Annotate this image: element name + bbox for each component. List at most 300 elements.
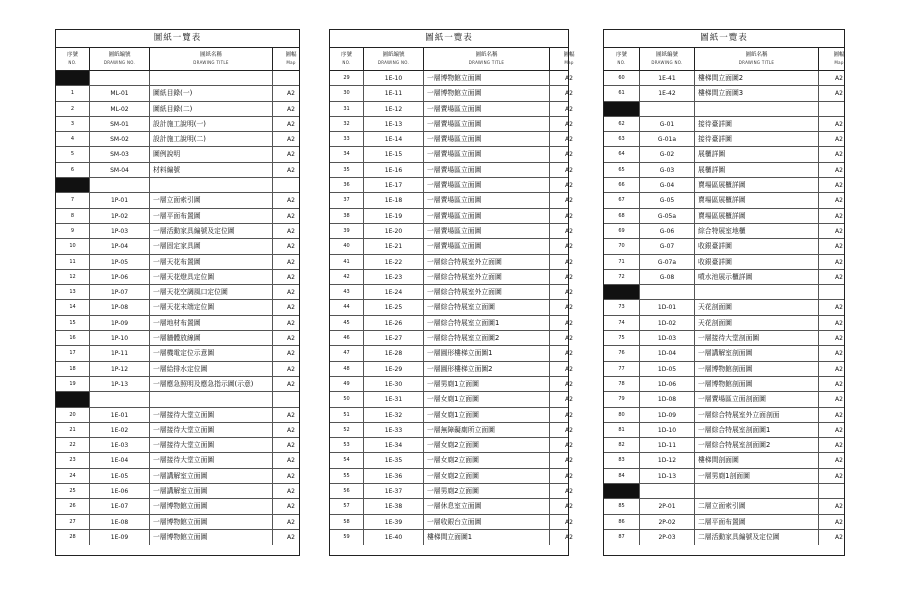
drawing-title: 一層綜合特展室立面圖1 [424, 316, 550, 330]
table-row [56, 102, 299, 117]
header-size: 圖幅 Map [285, 52, 297, 65]
drawing-number: 1E-07 [90, 499, 150, 513]
row-number: 71 [604, 255, 640, 269]
table-body [56, 71, 299, 545]
drawing-list-sheet-3 [603, 29, 845, 556]
row-number: 9 [56, 224, 90, 238]
row-number: 18 [56, 362, 90, 376]
drawing-title: 一層博物館剖面圖 [695, 377, 819, 391]
table-row [330, 193, 573, 208]
row-number: 84 [604, 469, 640, 483]
row-number: 42 [330, 270, 364, 284]
row-number: 10 [56, 239, 90, 253]
table-row [330, 331, 573, 346]
row-number: 23 [56, 453, 90, 467]
drawing-title: 二層平面布置圖 [695, 515, 819, 529]
drawing-number: 1E-17 [364, 178, 424, 192]
row-number: 47 [330, 346, 364, 360]
section-divider-row [604, 285, 844, 300]
drawing-title: 一層賣場區立面剖面圖 [695, 392, 819, 406]
drawing-number: SM-03 [90, 147, 150, 161]
table-row [604, 117, 844, 132]
drawing-title: 接待臺詳圖 [695, 117, 819, 131]
table-row [604, 499, 844, 514]
drawing-number: 1D-02 [640, 316, 695, 330]
row-number: 64 [604, 147, 640, 161]
drawing-number: 1E-11 [364, 86, 424, 100]
table-row [604, 377, 844, 392]
drawing-title: 一層接待大堂立面圖 [150, 423, 273, 437]
table-row [330, 102, 573, 117]
sheet-size: A2 [287, 289, 295, 297]
drawing-title: 一層綜合特展室剖面圖2 [695, 438, 819, 452]
drawing-title: 賣場區展櫃詳圖 [695, 193, 819, 207]
table-row [56, 515, 299, 530]
sheet-size: A2 [565, 472, 573, 480]
table-row [604, 300, 844, 315]
row-number: 59 [330, 530, 364, 545]
drawing-title: 天花剖面圖 [695, 316, 819, 330]
sheet-size: A2 [835, 166, 843, 174]
row-number: 20 [56, 408, 90, 422]
drawing-number: ML-02 [90, 102, 150, 116]
drawing-title: 圖紙目錄(一) [150, 86, 273, 100]
sheet-size: A2 [835, 258, 843, 266]
row-number: 36 [330, 178, 364, 192]
drawing-title: 一層應急照明及應急指示圖(示意) [150, 377, 273, 391]
drawing-title: 一層女廁2立面圖 [424, 469, 550, 483]
sheet-size: A2 [287, 166, 295, 174]
sheet-size: A2 [835, 472, 843, 480]
drawing-title [695, 285, 819, 299]
sheet-size: A2 [287, 533, 295, 541]
table-row [330, 117, 573, 132]
drawing-title: 一層接待大堂剖面圖 [695, 331, 819, 345]
table-row [604, 209, 844, 224]
drawing-number: 1E-20 [364, 224, 424, 238]
row-number: 54 [330, 453, 364, 467]
sheet-size: A2 [287, 273, 295, 281]
sheet-size: A2 [287, 151, 295, 159]
table-row [604, 163, 844, 178]
drawing-number: G-08 [640, 270, 695, 284]
table-row [604, 362, 844, 377]
table-row [330, 163, 573, 178]
row-number: 26 [56, 499, 90, 513]
sheet-size: A2 [287, 335, 295, 343]
drawing-number: 1E-14 [364, 132, 424, 146]
row-number: 33 [330, 132, 364, 146]
table-row [56, 423, 299, 438]
sheet-size: A2 [835, 136, 843, 144]
drawing-title: 一層博物館立面圖 [424, 71, 550, 85]
drawing-title: 一層賣場區立面圖 [424, 117, 550, 131]
drawing-number: G-02 [640, 147, 695, 161]
drawing-number: 1E-26 [364, 316, 424, 330]
row-number: 45 [330, 316, 364, 330]
sheet-size: A2 [565, 533, 573, 541]
row-number: 55 [330, 469, 364, 483]
drawing-title: 一層賣場區立面圖 [424, 193, 550, 207]
sheet-size: A2 [835, 380, 843, 388]
table-row [330, 300, 573, 315]
row-number: 82 [604, 438, 640, 452]
row-number: 3 [56, 117, 90, 131]
table-row [604, 178, 844, 193]
row-number: 14 [56, 300, 90, 314]
drawing-title: 一層賣場區立面圖 [424, 132, 550, 146]
row-number: 24 [56, 469, 90, 483]
sheet-size: A2 [565, 304, 573, 312]
sheet-size: A2 [565, 289, 573, 297]
drawing-title [150, 392, 273, 406]
drawing-number: 1P-13 [90, 377, 150, 391]
drawing-title: 一層博物館立面圖 [150, 499, 273, 513]
drawing-number: 1E-29 [364, 362, 424, 376]
row-number: 73 [604, 300, 640, 314]
sheet-size: A2 [835, 365, 843, 373]
sheet-size: A2 [835, 442, 843, 450]
table-row [56, 86, 299, 101]
table-row [56, 239, 299, 254]
drawing-title: 樓梯間立面圖3 [695, 86, 819, 100]
drawing-number: 1E-23 [364, 270, 424, 284]
sheet-size: A2 [565, 396, 573, 404]
drawing-title: 展櫃詳圖 [695, 147, 819, 161]
drawing-number: 1E-28 [364, 346, 424, 360]
drawing-number: 1E-10 [364, 71, 424, 85]
table-row [56, 255, 299, 270]
drawing-number: 1E-19 [364, 209, 424, 223]
drawing-title: 一層賣場區立面圖 [424, 102, 550, 116]
sheet-size: A2 [287, 105, 295, 113]
sheet-size: A2 [287, 411, 295, 419]
drawing-title: 一層天花布置圖 [150, 255, 273, 269]
row-number: 77 [604, 362, 640, 376]
header-no: 序號 NO. [604, 48, 640, 70]
table-row [330, 147, 573, 162]
header-size: 圖幅 Map [833, 52, 845, 65]
drawing-title: 天花剖面圖 [695, 300, 819, 314]
table-row [56, 132, 299, 147]
sheet-size: A2 [287, 212, 295, 220]
drawing-number: G-01a [640, 132, 695, 146]
header-name: 圖紙名稱 DRAWING TITLE [150, 48, 273, 70]
sheet-size: A2 [565, 503, 573, 511]
drawing-number: 1E-34 [364, 438, 424, 452]
section-divider-row [604, 484, 844, 499]
drawing-title: 一層男廁1立面圖 [424, 377, 550, 391]
sheet-size: A2 [835, 518, 843, 526]
row-number: 60 [604, 71, 640, 85]
drawing-title: 一層女廁1立面圖 [424, 392, 550, 406]
sheet-size: A2 [287, 197, 295, 205]
row-number: 62 [604, 117, 640, 131]
drawing-number: G-03 [640, 163, 695, 177]
table-row [56, 209, 299, 224]
drawing-number: 1E-16 [364, 163, 424, 177]
sheet-size: A2 [565, 75, 573, 82]
row-number: 32 [330, 117, 364, 131]
drawing-number: 1E-22 [364, 255, 424, 269]
drawing-title: 一層綜合特展室剖面圖1 [695, 423, 819, 437]
drawing-title: 一層綜合特展室外立面圖 [424, 285, 550, 299]
table-row [604, 423, 844, 438]
drawing-title: 一層女廁1立面圖 [424, 408, 550, 422]
table-row [604, 469, 844, 484]
sheet-size: A2 [287, 350, 295, 358]
drawing-list-sheet-1 [55, 29, 300, 556]
sheet-size: A2 [287, 426, 295, 434]
sheet-size: A2 [835, 197, 843, 205]
drawing-number: 1P-11 [90, 346, 150, 360]
drawing-number: 1E-25 [364, 300, 424, 314]
drawing-title: 樓梯間立面圖1 [424, 530, 550, 545]
row-number: 48 [330, 362, 364, 376]
drawing-title: 設計施工說明(二) [150, 132, 273, 146]
row-number: 13 [56, 285, 90, 299]
sheet-size: A2 [565, 319, 573, 327]
drawing-number: 1E-30 [364, 377, 424, 391]
drawing-number: 1E-09 [90, 530, 150, 545]
sheet-title: 圖紙一覽表 [330, 30, 568, 48]
sheet-size: A2 [565, 457, 573, 465]
table-row [330, 270, 573, 285]
drawing-title: 一層天花燈具定位圖 [150, 270, 273, 284]
row-number [604, 484, 640, 498]
sheet-size: A2 [565, 105, 573, 113]
sheet-size: A2 [565, 335, 573, 343]
drawing-number: 1E-04 [90, 453, 150, 467]
sheet-size: A2 [565, 365, 573, 373]
drawing-number: 1P-04 [90, 239, 150, 253]
sheet-size: A2 [287, 120, 295, 128]
table-row [330, 408, 573, 423]
drawing-title [695, 102, 819, 116]
drawing-number: 1P-07 [90, 285, 150, 299]
row-number: 21 [56, 423, 90, 437]
drawing-title [150, 71, 273, 85]
drawing-title: 樓梯間剖面圖 [695, 453, 819, 467]
table-row [330, 362, 573, 377]
drawing-title [695, 484, 819, 498]
table-row [56, 469, 299, 484]
table-row [330, 255, 573, 270]
row-number: 6 [56, 163, 90, 177]
table-row [56, 499, 299, 514]
table-row [56, 117, 299, 132]
drawing-title: 一層平面布置圖 [150, 209, 273, 223]
row-number: 52 [330, 423, 364, 437]
drawing-title: 一層機電定位示意圖 [150, 346, 273, 360]
drawing-title: 接待臺詳圖 [695, 132, 819, 146]
sheet-size: A2 [287, 380, 295, 388]
table-row [330, 71, 573, 86]
drawing-title: 一層講解室剖面圖 [695, 346, 819, 360]
sheet-size: A2 [835, 426, 843, 434]
row-number [56, 71, 90, 85]
row-number: 63 [604, 132, 640, 146]
section-divider-row [56, 392, 299, 407]
sheet-size: A2 [835, 319, 843, 327]
drawing-number: 1E-18 [364, 193, 424, 207]
table-row [56, 270, 299, 285]
row-number: 16 [56, 331, 90, 345]
row-number: 35 [330, 163, 364, 177]
table-row [56, 147, 299, 162]
sheet-size: A2 [565, 166, 573, 174]
row-number: 68 [604, 209, 640, 223]
row-number: 76 [604, 346, 640, 360]
table-row [330, 423, 573, 438]
header-size: 圖幅 Map [563, 52, 575, 65]
drawing-number: 1E-06 [90, 484, 150, 498]
table-row [330, 285, 573, 300]
table-row [56, 408, 299, 423]
drawing-title: 一層女廁2立面圖 [424, 453, 550, 467]
sheet-size: A2 [565, 258, 573, 266]
row-number: 86 [604, 515, 640, 529]
drawing-number: 1D-06 [640, 377, 695, 391]
sheet-size: A2 [565, 243, 573, 251]
drawing-number: 1E-38 [364, 499, 424, 513]
sheet-size: A2 [565, 151, 573, 159]
sheet-size: A2 [565, 273, 573, 281]
drawing-title: 一層收銀台立面圖 [424, 515, 550, 529]
drawing-list-sheet-2 [329, 29, 575, 556]
table-row [604, 147, 844, 162]
drawing-number: 1D-10 [640, 423, 695, 437]
drawing-number: 1E-05 [90, 469, 150, 483]
sheet-size: A2 [835, 350, 843, 358]
table-row [330, 484, 573, 499]
table-row [604, 392, 844, 407]
row-number: 57 [330, 499, 364, 513]
table-header [330, 48, 575, 71]
drawing-title: 一層接待大堂立面圖 [150, 408, 273, 422]
drawing-number: 1E-36 [364, 469, 424, 483]
sheet-size: A2 [835, 457, 843, 465]
row-number: 2 [56, 102, 90, 116]
table-row [604, 239, 844, 254]
row-number: 53 [330, 438, 364, 452]
sheet-size: A2 [565, 227, 573, 235]
sheet-size: A2 [835, 182, 843, 190]
table-row [56, 316, 299, 331]
drawing-number: G-05 [640, 193, 695, 207]
sheet-size: A2 [565, 136, 573, 144]
table-row [604, 438, 844, 453]
table-row [604, 193, 844, 208]
sheet-size: A2 [835, 90, 843, 98]
drawing-title: 一層給排水定位圖 [150, 362, 273, 376]
drawing-title: 圖例說明 [150, 147, 273, 161]
table-row [56, 224, 299, 239]
table-row [56, 163, 299, 178]
drawing-title: 一層綜合特展室立面圖 [424, 300, 550, 314]
drawing-title: 展櫃詳圖 [695, 163, 819, 177]
row-number: 4 [56, 132, 90, 146]
table-row [604, 515, 844, 530]
row-number: 66 [604, 178, 640, 192]
row-number: 51 [330, 408, 364, 422]
drawing-title: 設計施工說明(一) [150, 117, 273, 131]
drawing-number: 1D-08 [640, 392, 695, 406]
drawing-title: 一層博物館剖面圖 [695, 362, 819, 376]
drawing-number [640, 285, 695, 299]
row-number [604, 102, 640, 116]
drawing-number [90, 71, 150, 85]
row-number: 37 [330, 193, 364, 207]
row-number: 79 [604, 392, 640, 406]
drawing-title: 一層固定家具圖 [150, 239, 273, 253]
table-row [56, 331, 299, 346]
drawing-number: 1E-08 [90, 515, 150, 529]
drawing-number: 1P-12 [90, 362, 150, 376]
sheet-size: A2 [565, 212, 573, 220]
drawing-title: 收銀臺詳圖 [695, 255, 819, 269]
table-row [604, 331, 844, 346]
drawing-title: 一層綜合特展室外立面圖 [424, 255, 550, 269]
row-number: 46 [330, 331, 364, 345]
row-number: 11 [56, 255, 90, 269]
table-row [604, 270, 844, 285]
sheet-size: A2 [287, 319, 295, 327]
drawing-number: 2P-02 [640, 515, 695, 529]
drawing-title: 一層牆體放線圖 [150, 331, 273, 345]
drawing-number: 1P-02 [90, 209, 150, 223]
drawing-title: 一層天花末端定位圖 [150, 300, 273, 314]
table-row [330, 392, 573, 407]
row-number [56, 392, 90, 406]
drawing-title: 一層賣場區立面圖 [424, 163, 550, 177]
drawing-title: 樓梯間立面圖2 [695, 71, 819, 85]
table-header [604, 48, 844, 71]
drawing-title: 圖紙目錄(二) [150, 102, 273, 116]
sheet-size: A2 [565, 442, 573, 450]
drawing-number: 1E-15 [364, 147, 424, 161]
sheet-size: A2 [835, 411, 843, 419]
drawing-number: 1D-13 [640, 469, 695, 483]
table-row [330, 499, 573, 514]
header-no: 序號 NO. [56, 48, 90, 70]
drawing-number: G-06 [640, 224, 695, 238]
table-row [330, 530, 573, 545]
drawing-number: 2P-03 [640, 530, 695, 545]
table-row [56, 530, 299, 545]
table-row [604, 255, 844, 270]
drawing-number: 1E-02 [90, 423, 150, 437]
table-body [330, 71, 573, 545]
drawing-title: 一層男廁1剖面圖 [695, 469, 819, 483]
sheet-size: A2 [287, 472, 295, 480]
drawing-number: 1E-37 [364, 484, 424, 498]
table-row [330, 515, 573, 530]
row-number: 5 [56, 147, 90, 161]
row-number: 69 [604, 224, 640, 238]
sheet-size: A2 [287, 365, 295, 373]
drawing-title: 綜合特展室地櫃 [695, 224, 819, 238]
table-header [56, 48, 299, 71]
drawing-number: 2P-01 [640, 499, 695, 513]
row-number [56, 178, 90, 192]
drawing-title: 一層接待大堂立面圖 [150, 453, 273, 467]
drawing-number: ML-01 [90, 86, 150, 100]
sheet-size: A2 [565, 182, 573, 190]
sheet-size: A2 [835, 503, 843, 511]
table-row [330, 132, 573, 147]
sheet-size: A2 [287, 518, 295, 526]
